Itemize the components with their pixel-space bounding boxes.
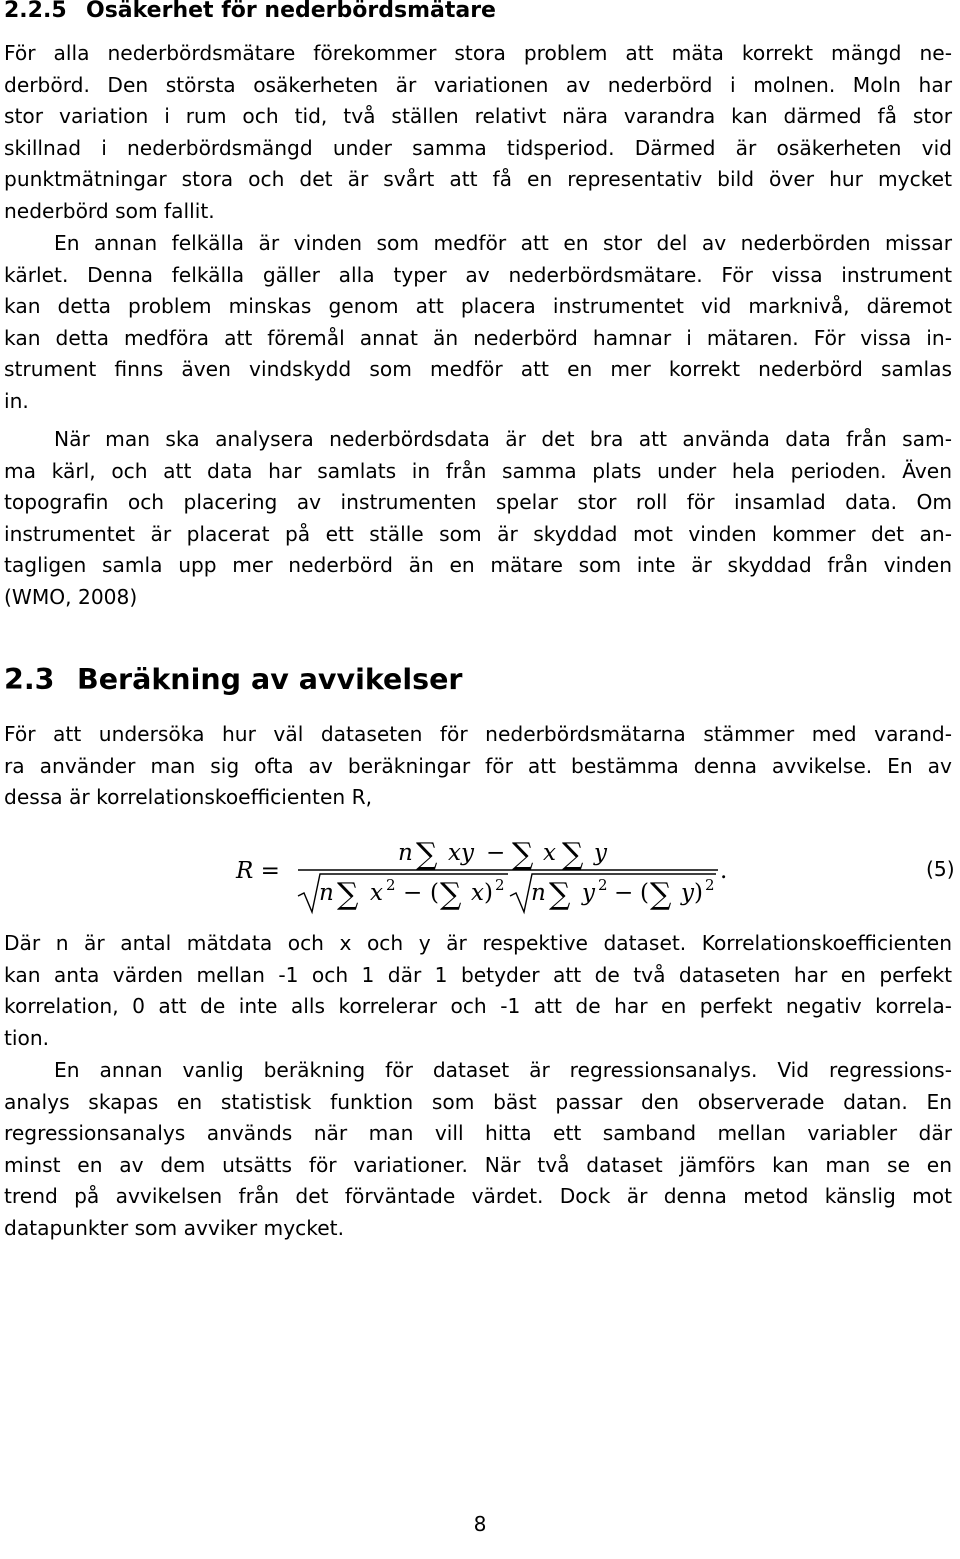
eq-lparen: ( [640, 880, 649, 906]
text-line: För alla nederbördsmätare förekommer stora problem att mäta korrekt mängd ne- [4, 41, 952, 65]
eq-y: y [582, 880, 595, 906]
text-line: strument finns även vindskydd som medför att en mer korrekt nederbörd samlas [4, 357, 952, 382]
sum-symbol: ∑ [562, 837, 584, 872]
eq-rparen: ) [694, 880, 703, 906]
section-title: Osäkerhet för nederbördsmätare [86, 0, 496, 23]
eq-y: y [681, 880, 694, 906]
text-line: skillnad i nederbördsmängd under samma tidsperiod. Därmed är osäkerheten vid [4, 135, 952, 160]
text-line: När man ska analysera nederbördsdata är det bra att använda data från sam- [54, 427, 952, 451]
sum-symbol: ∑ [512, 837, 534, 872]
section-paragraph-3 [4, 424, 952, 614]
text-line: (WMO, 2008) [4, 584, 138, 609]
page-number: 8 [473, 1512, 487, 1536]
eq-lhs: R = [236, 858, 280, 884]
text-line: stor variation i rum och tid, två ställen relativt nära varandra kan därmed få stor [4, 104, 952, 129]
text-line: kan detta medföra att föremål annat än nederbörd hamnar i mätaren. För vissa in- [4, 325, 952, 350]
eq-rparen: ) [484, 880, 493, 906]
eq-y: y [594, 840, 607, 866]
section-paragraph-2 [4, 228, 952, 418]
text-line: För att undersöka hur väl dataseten för nederbördsmätarna stämmer med varand- [4, 722, 952, 746]
text-line: kan detta problem minskas genom att placera instrumentet vid marknivå, däremot [4, 294, 952, 319]
equation-graphic [0, 820, 960, 916]
text-line: En annan vanlig beräkning för dataset är regressionsanalys. Vid regressions- [54, 1058, 952, 1082]
eq-square: 2 [705, 876, 715, 894]
text-line: datapunkter som avviker mycket. [4, 1215, 344, 1240]
chapter-heading [4, 660, 463, 700]
eq-period: . [720, 858, 728, 884]
text-line: analys skapas en statistisk funktion som bäst passar den observerade datan. En [4, 1089, 952, 1114]
eq-n: n [398, 840, 413, 866]
eq-x: x [543, 840, 556, 866]
correlation-equation [0, 820, 960, 916]
eq-xy: xy [448, 840, 474, 866]
chapter-title: Beräkning av avvikelser [77, 663, 463, 696]
text-line: tagligen samla upp mer nederbörd än en mätare som inte är skyddad från vinden [4, 553, 952, 578]
eq-lparen: ( [430, 880, 439, 906]
eq-square: 2 [598, 876, 608, 894]
sum-symbol: ∑ [440, 877, 462, 912]
text-line: ra använder man sig ofta av beräkningar för att bestämma denna avvikelse. En av [4, 753, 952, 778]
section-heading [4, 0, 496, 26]
sum-symbol: ∑ [549, 877, 571, 912]
text-line: kan anta värden mellan -1 och 1 där 1 betyder att de två dataseten har en perfekt [4, 962, 952, 987]
eq-n: n [319, 880, 334, 906]
section-paragraph-1 [4, 38, 952, 228]
text-line: minst en av dem utsätts för variationer. När två dataset jämförs kan man se en [4, 1152, 952, 1177]
sum-symbol: ∑ [650, 877, 672, 912]
text-line: korrelation, 0 att de inte alls korrelerar och -1 att de har en perfekt negativ korrela- [4, 994, 952, 1019]
section-number: 2.2.5 [4, 0, 67, 23]
text-line: punktmätningar stora och det är svårt att få en representativ bild över hur mycket [4, 167, 952, 192]
eq-x: x [471, 880, 484, 906]
text-line: tion. [4, 1025, 50, 1050]
eq-x: x [370, 880, 383, 906]
equation-number: (5) [926, 857, 955, 881]
regression-paragraph [4, 1055, 952, 1245]
eq-minus: − [486, 840, 506, 866]
equation-explanation-paragraph [4, 928, 952, 1054]
text-line: derbörd. Den största osäkerheten är variationen av nederbörd i molnen. Moln har [4, 72, 952, 97]
text-line: nederbörd som fallit. [4, 198, 215, 223]
chapter-number: 2.3 [4, 663, 55, 696]
text-line: topografin och placering av instrumenten spelar stor roll för insamlad data. Om [4, 490, 952, 515]
text-line: En annan felkälla är vinden som medför att en stor del av nederbörden missar [54, 231, 952, 255]
text-line: ma kärl, och att data har samlats in från samma plats under hela perioden. Även [4, 458, 952, 483]
eq-square: 2 [495, 876, 505, 894]
text-line: trend på avvikelsen från det förväntade värdet. Dock är denna metod känslig mot [4, 1184, 952, 1209]
chapter-intro-paragraph [4, 719, 952, 814]
sum-symbol: ∑ [337, 877, 359, 912]
eq-minus: − [403, 880, 423, 906]
text-line: instrumentet är placerat på ett ställe som är skyddad mot vinden kommer det an- [4, 521, 952, 546]
eq-n: n [531, 880, 546, 906]
text-line: dessa är korrelationskoefficienten R, [4, 785, 373, 810]
text-line: Där n är antal mätdata och x och y är respektive dataset. Korrelationskoefficienten [4, 931, 952, 955]
text-line: kärlet. Denna felkälla gäller alla typer av nederbördsmätare. För vissa instrument [4, 262, 952, 287]
eq-square: 2 [386, 876, 396, 894]
text-line: regressionsanalys används när man vill hitta ett samband mellan variabler där [4, 1121, 952, 1146]
text-line: in. [4, 388, 29, 413]
eq-minus: − [614, 880, 634, 906]
sum-symbol: ∑ [416, 837, 438, 872]
